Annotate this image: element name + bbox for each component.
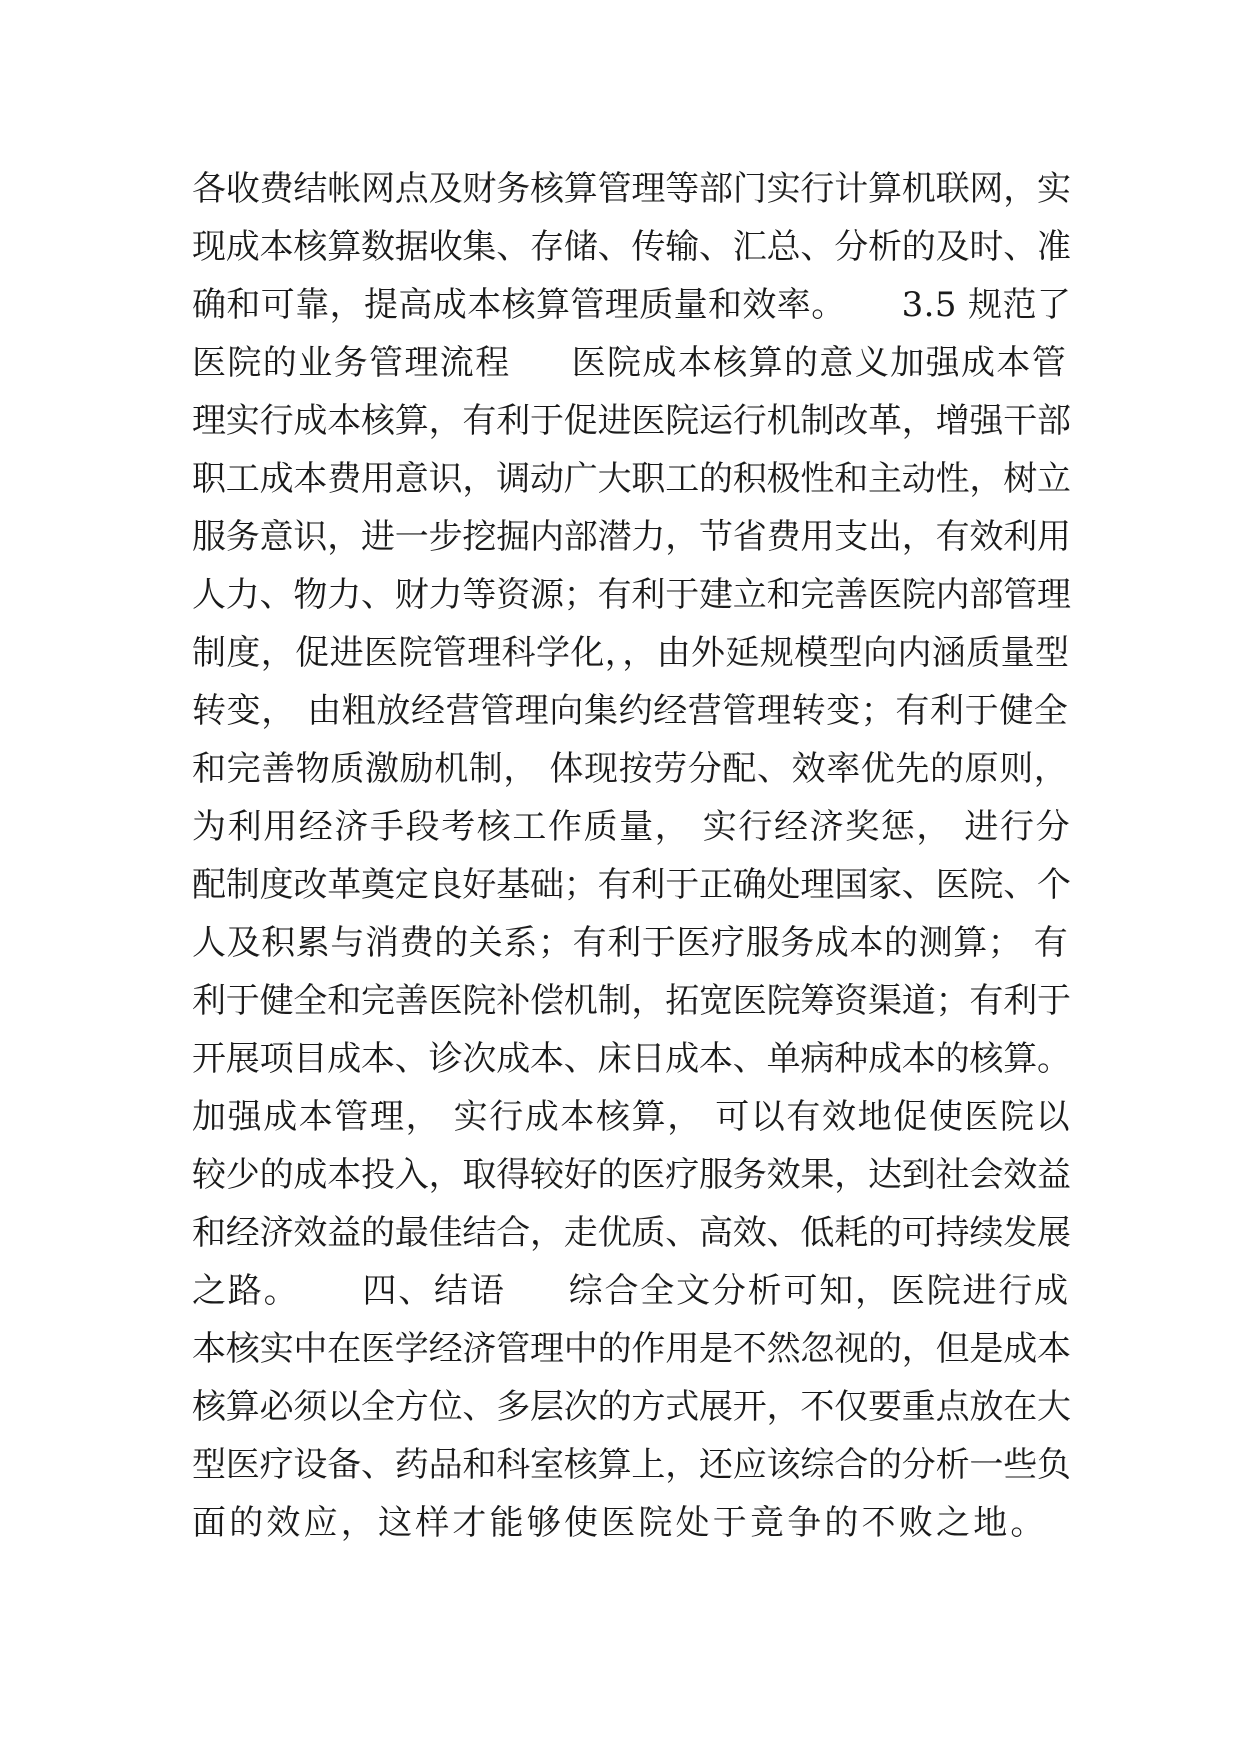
text-line: 和完善物质激励机制， 体现按劳分配、效率优先的原则， (192, 749, 1069, 789)
text-line: 开展项目成本、诊次成本、床日成本、单病种成本的核算。 (192, 1039, 1071, 1079)
text-line: 人及积累与消费的关系；有利于医疗服务成本的测算； 有 (192, 923, 1069, 963)
text-line: 利于健全和完善医院补偿机制，拓宽医院筹资渠道；有利于 (192, 981, 1071, 1021)
text-line: 职工成本费用意识，调动广大职工的积极性和主动性，树立 (192, 459, 1071, 499)
text-line: 配制度改革奠定良好基础；有利于正确处理国家、医院、个 (192, 865, 1071, 905)
text-line: 转变， 由粗放经营管理向集约经营管理转变；有利于健全 (192, 691, 1069, 731)
text-line: 制度，促进医院管理科学化，，由外延规模型向内涵质量型 (192, 633, 1070, 673)
text-line: 各收费结帐网点及财务核算管理等部门实行计算机联网，实 (192, 169, 1071, 209)
text-line: 和经济效益的最佳结合，走优质、高效、低耗的可持续发展 (192, 1213, 1071, 1253)
text-line: 现成本核算数据收集、存储、传输、汇总、分析的及时、准 (192, 227, 1071, 267)
text-line: 理实行成本核算，有利于促进医院运行机制改革，增强干部 (192, 401, 1071, 441)
text-line: 确和可靠，提高成本核算管理质量和效率。 3.5 规范了 (192, 285, 1072, 325)
text-line: 为利用经济手段考核工作质量， 实行经济奖惩， 进行分 (192, 807, 1072, 847)
text-line: 加强成本管理， 实行成本核算， 可以有效地促使医院以 (192, 1097, 1072, 1137)
text-line: 服务意识，进一步挖掘内部潜力，节省费用支出，有效利用 (192, 517, 1071, 557)
text-line: 面的效应，这样才能够使医院处于竟争的不败之地。 (192, 1503, 1048, 1543)
text-line: 核算必须以全方位、多层次的方式展开，不仅要重点放在大 (192, 1387, 1071, 1427)
text-line: 本核实中在医学经济管理中的作用是不然忽视的，但是成本 (192, 1329, 1071, 1369)
text-line: 医院的业务管理流程 医院成本核算的意义加强成本管 (192, 343, 1068, 383)
text-line: 型医疗设备、药品和科室核算上，还应该综合的分析一些负 (192, 1445, 1071, 1485)
text-line: 较少的成本投入，取得较好的医疗服务效果，达到社会效益 (192, 1155, 1071, 1195)
text-line: 之路。 四、结语 综合全文分析可知，医院进行成 (192, 1271, 1070, 1311)
text-line: 人力、物力、财力等资源；有利于建立和完善医院内部管理 (192, 575, 1071, 615)
